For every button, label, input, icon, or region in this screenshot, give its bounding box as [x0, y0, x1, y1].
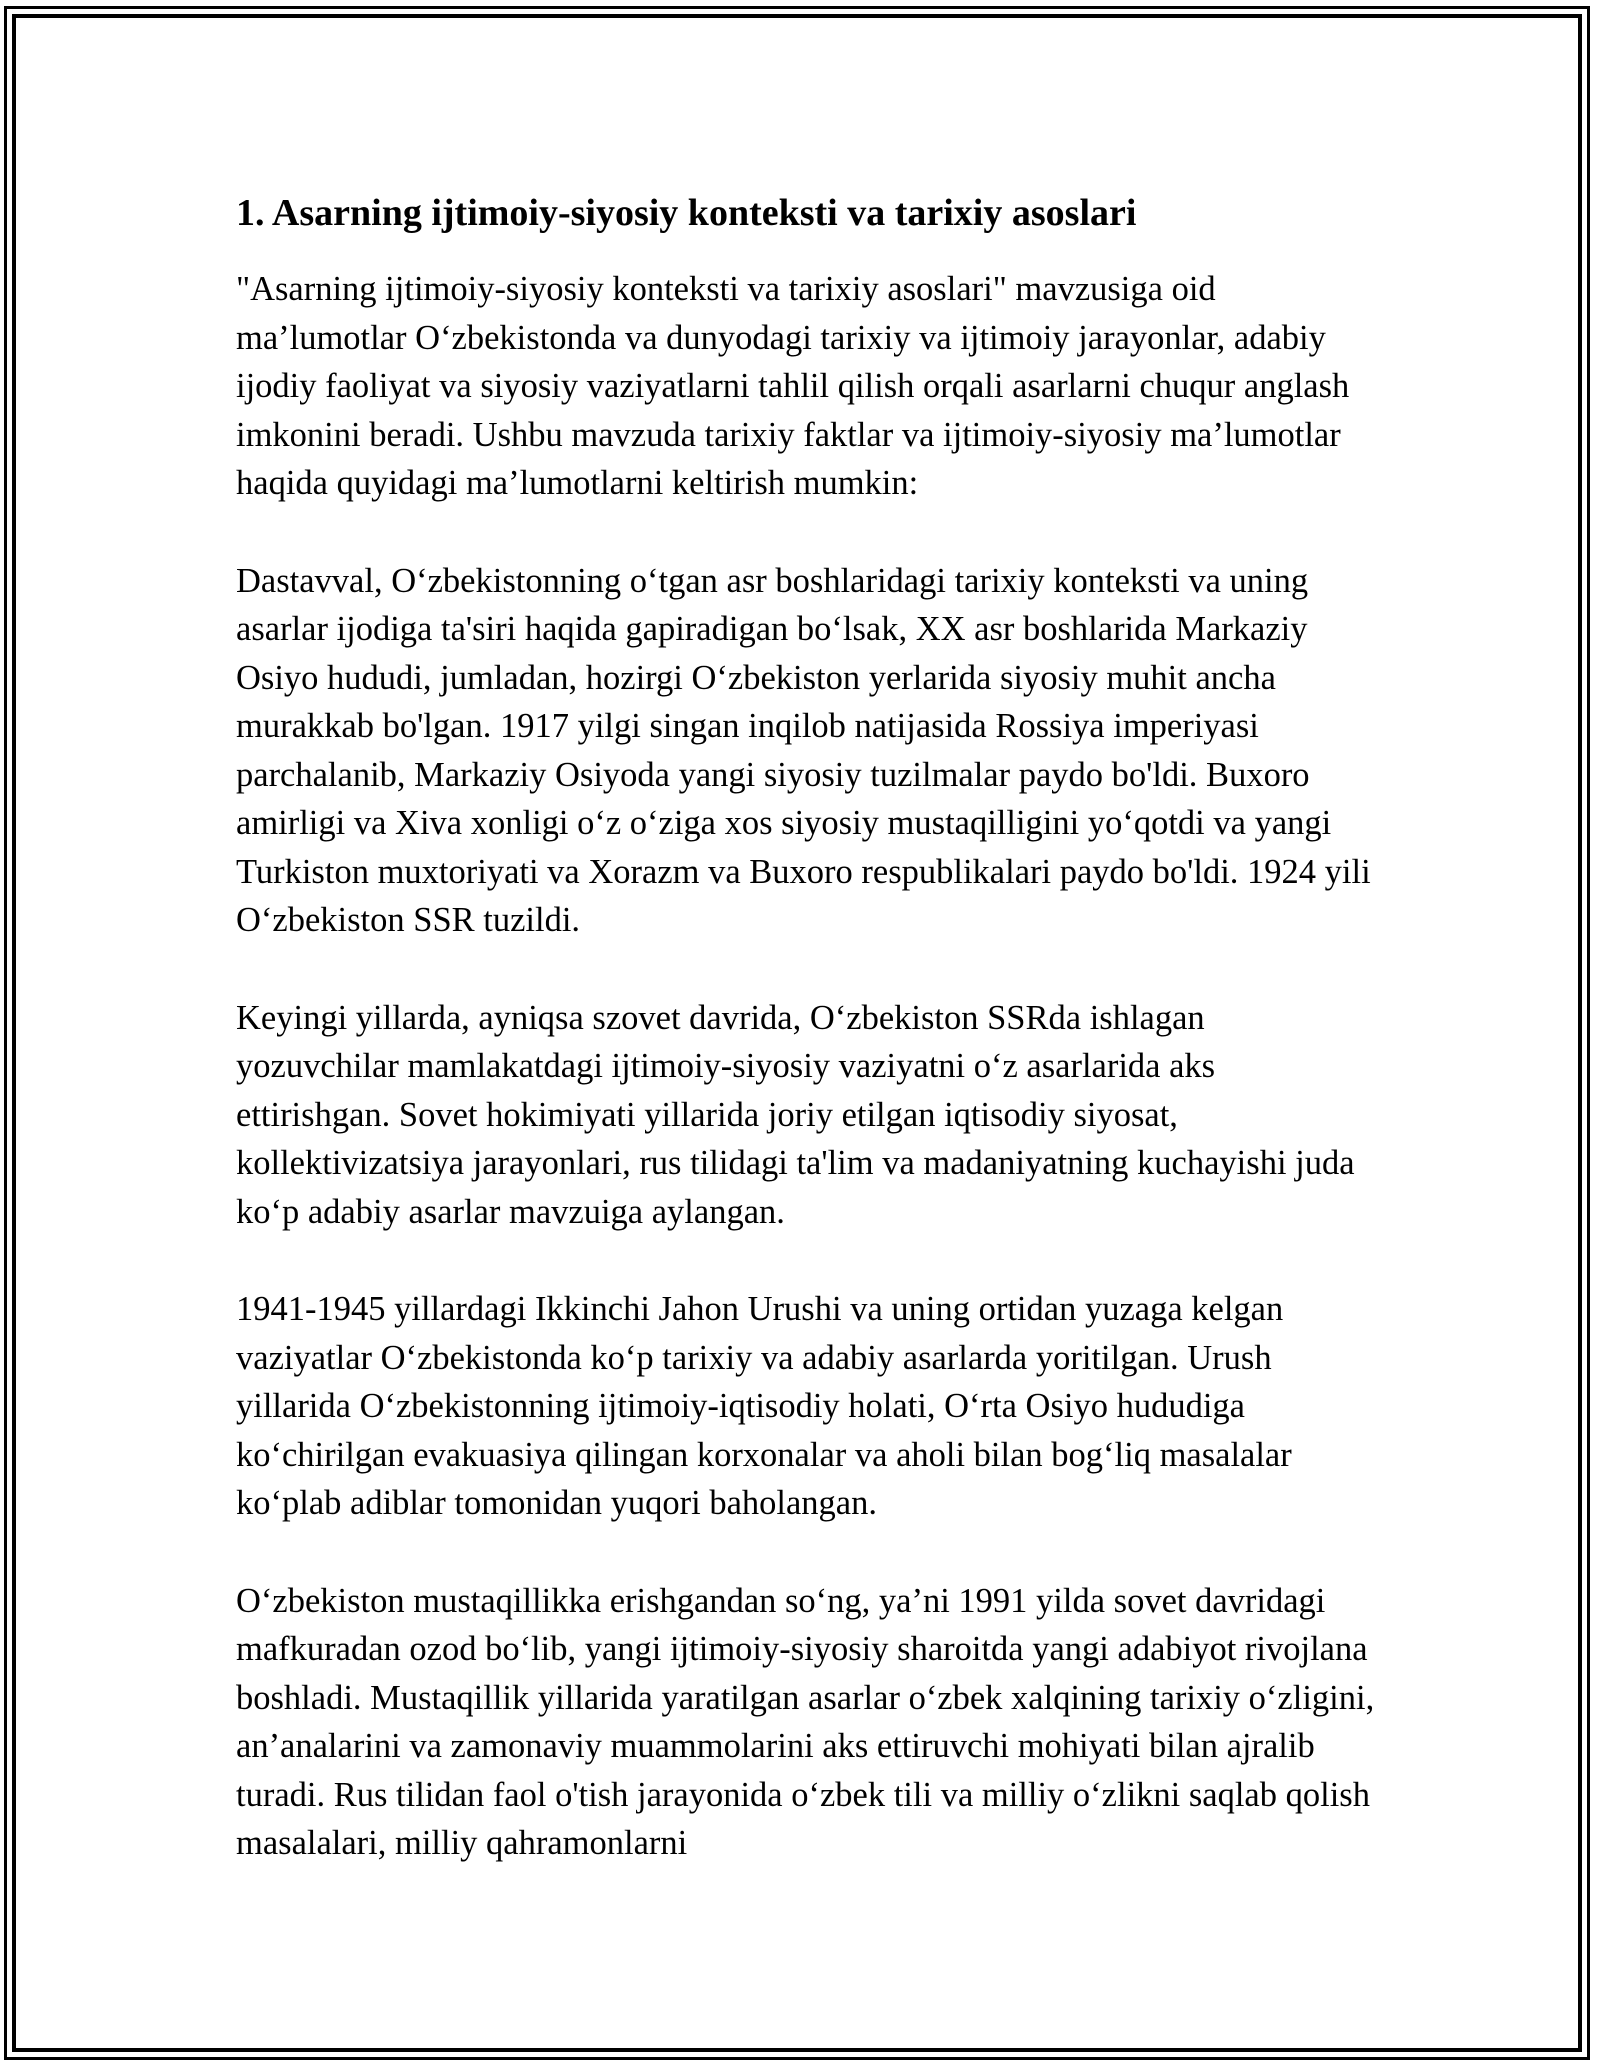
paragraph-independence: O‘zbekiston mustaqillikka erishgandan so‘ng, ya’ni 1991 yilda sovet davridagi mafkuradan ozod bo‘lib, yangi ijtimoiy-siyosiy sharoitda yangi adabiyot rivojlana boshladi. Mustaqillik yillarida yaratilgan asarlar o‘zbek xalqining tarixiy o‘zligini, an’analarini va zamonaviy muammolarini aks ettiruvchi mohiyati bilan ajralib turadi. Rus tilidan faol o'tish jarayonida o‘zbek tili va milliy o‘zlikni saqlab qolish masalalari, milliy qahramonlarni	[236, 1581, 1375, 1862]
section-heading: 1. Asarning ijtimoiy-siyosiy konteksti va tarixiy asoslari	[236, 192, 1137, 234]
paragraph-world-war-ii: 1941-1945 yillardagi Ikkinchi Jahon Urushi va uning ortidan yuzaga kelgan vaziyatlar O‘zbekistonda ko‘p tarixiy va adabiy asarlarda yoritilgan. Urush yillarida O‘zbekistonning ijtimoiy-iqtisodiy holati, O‘rta Osiyo hududiga ko‘chirilgan evakuasiya qilingan korxonalar va aholi bilan bog‘liq masalalar ko‘plab adiblar tomonidan yuqori baholangan.	[236, 1290, 1292, 1522]
paragraph-early-20th-century: Dastavval, O‘zbekistonning o‘tgan asr boshlaridagi tarixiy konteksti va uning asarlar ijodiga ta'siri haqida gapiradigan bo‘lsak, XX asr boshlarida Markaziy Osiyo hududi, jumladan, hozirgi O‘zbekiston yerlarida siyosiy muhit ancha murakkab bo'lgan. 1917 yilgi singan inqilob natijasida Rossiya imperiyasi parchalanib, Markaziy Osiyoda yangi siyosiy tuzilmalar paydo bo'ldi. Buxoro amirligi va Xiva xonligi o‘z o‘ziga xos siyosiy mustaqilligini yo‘qotdi va yangi Turkiston muxtoriyati va Xorazm va Buxoro respublikalari paydo bo'ldi. 1924 yili O‘zbekiston SSR tuzildi.	[236, 561, 1371, 939]
document-body	[236, 185, 1376, 1917]
paragraph-soviet-period: Keyingi yillarda, ayniqsa szovet davrida, O‘zbekiston SSRda ishlagan yozuvchilar mamlakatdagi ijtimoiy-siyosiy vaziyatni o‘z asarlarida aks ettirishgan. Sovet hokimiyati yillarida joriy etilgan iqtisodiy siyosat, kollektivizatsiya jarayonlari, rus tilidagi ta'lim va madaniyatning kuchayishi juda ko‘p adabiy asarlar mavzuiga aylangan.	[236, 998, 1355, 1231]
paragraph-intro: "Asarning ijtimoiy-siyosiy konteksti va tarixiy asoslari" mavzusiga oid ma’lumotlar O‘zbekistonda va dunyodagi tarixiy va ijtimoiy jarayonlar, adabiy ijodiy faoliyat va siyosiy vaziyatlarni tahlil qilish orqali asarlarni chuqur anglash imkonini beradi. Ushbu mavzuda tarixiy faktlar va ijtimoiy-siyosiy ma’lumotlar haqida quyidagi ma’lumotlarni keltirish mumkin:	[236, 270, 1350, 502]
